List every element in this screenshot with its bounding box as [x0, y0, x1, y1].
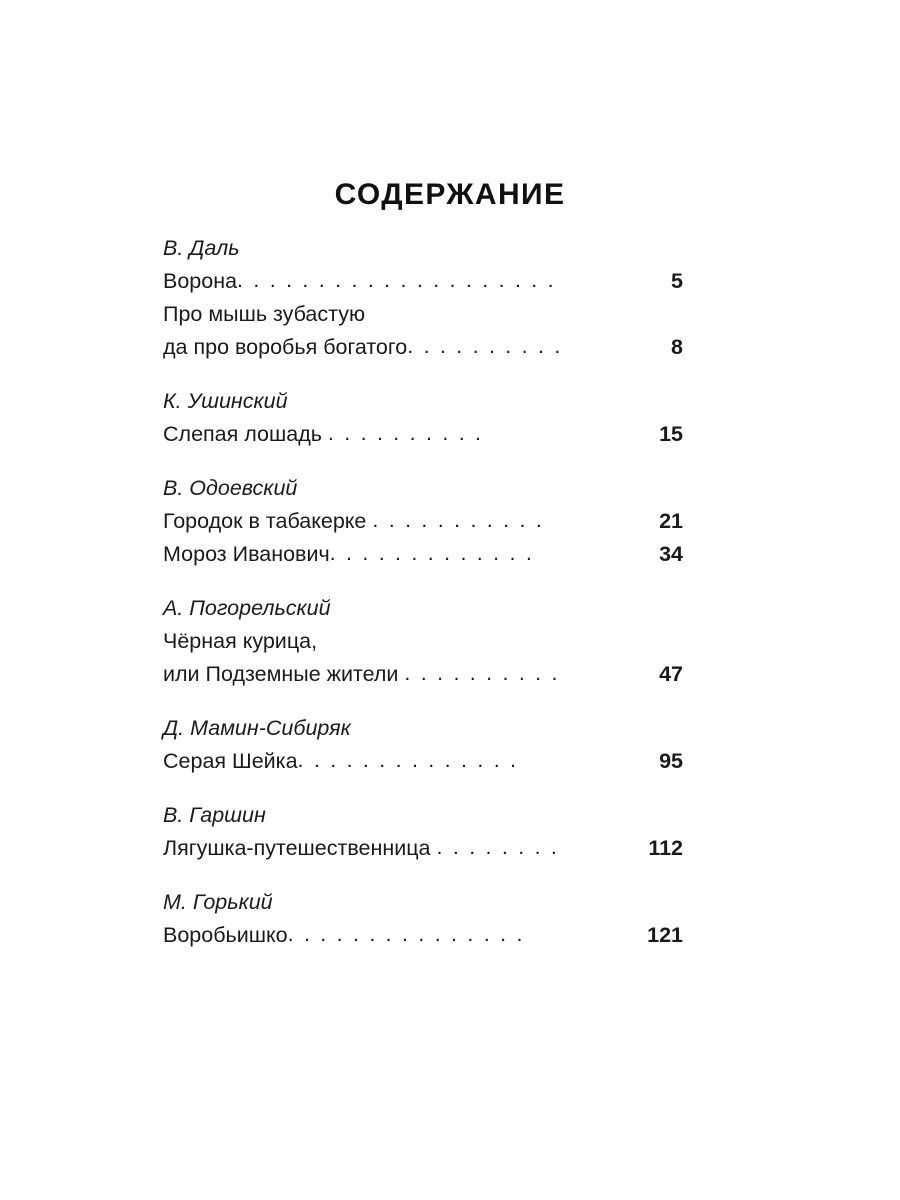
toc-entry-title-continuation: или Подземные жители	[163, 662, 405, 686]
toc-leader-dots: . . . . . . . . . .	[327, 421, 484, 445]
toc-group	[163, 472, 723, 571]
toc-entry-title: Ворона	[163, 269, 238, 293]
toc-author: В. Одоевский	[163, 476, 298, 500]
toc-group	[163, 385, 723, 451]
toc-group	[163, 232, 723, 364]
toc-entry-title: Мороз Иванович	[163, 542, 330, 566]
toc-group	[163, 886, 723, 952]
toc-entry[interactable]	[163, 265, 723, 298]
toc-page-number: 34	[659, 542, 683, 566]
toc-page-number: 112	[648, 836, 683, 860]
toc-author: К. Ушинский	[163, 389, 288, 413]
toc-entry[interactable]	[163, 505, 723, 538]
toc-leader-dots: . . . . . . . . . .	[404, 661, 560, 685]
toc-entry-title: Серая Шейка	[163, 749, 298, 773]
toc-author: А. Погорельский	[163, 596, 331, 620]
toc-page-number: 8	[671, 335, 683, 359]
toc-group	[163, 799, 723, 865]
toc-leader-dots: . . . . . . . . . . . . . .	[297, 748, 519, 772]
toc-entry-title: Слепая лошадь	[163, 422, 328, 446]
toc-entry-title: Городок в табакерке	[163, 509, 373, 533]
toc-author: Д. Мамин-Сибиряк	[163, 716, 351, 740]
toc-leader-dots: . . . . . . . . . . . . . . .	[287, 922, 525, 946]
toc-entry-title: Лягушка-путешественница	[163, 836, 437, 860]
toc-leader-dots: . . . . . . . . . . . . .	[329, 541, 535, 565]
toc-page-number: 21	[659, 509, 683, 533]
toc-group	[163, 592, 723, 691]
toc-author: М. Горький	[163, 890, 273, 914]
toc-leader-dots: . . . . . . . . . .	[407, 334, 563, 358]
toc-author: В. Даль	[163, 236, 240, 260]
toc-entry-title-continuation: да про воробья богатого	[163, 335, 408, 359]
toc-entry[interactable]	[163, 538, 723, 571]
toc-page-number: 47	[659, 662, 683, 686]
toc-entry[interactable]	[163, 919, 723, 952]
toc-page-number: 121	[647, 923, 683, 947]
toc-entry-title: Про мышь зубастую	[163, 302, 366, 326]
page-title: СОДЕРЖАНИЕ	[334, 178, 566, 211]
toc-entry[interactable]	[163, 625, 723, 691]
toc-page-number: 5	[671, 269, 683, 293]
toc-entry-title: Чёрная курица,	[163, 629, 318, 653]
toc-author: В. Гаршин	[163, 803, 266, 827]
table-of-contents	[163, 232, 723, 952]
toc-group	[163, 712, 723, 778]
toc-page-number: 95	[659, 749, 683, 773]
toc-entry[interactable]	[163, 418, 723, 451]
toc-entry[interactable]	[163, 745, 723, 778]
toc-entry-title: Воробьишко	[163, 923, 288, 947]
toc-page-number: 15	[659, 422, 683, 446]
toc-entry[interactable]	[163, 298, 723, 364]
toc-leader-dots: . . . . . . . .	[436, 835, 560, 859]
toc-leader-dots: . . . . . . . . . . .	[372, 508, 545, 532]
toc-leader-dots: . . . . . . . . . . . . . . . . . . . .	[237, 268, 556, 292]
toc-entry[interactable]	[163, 832, 723, 865]
